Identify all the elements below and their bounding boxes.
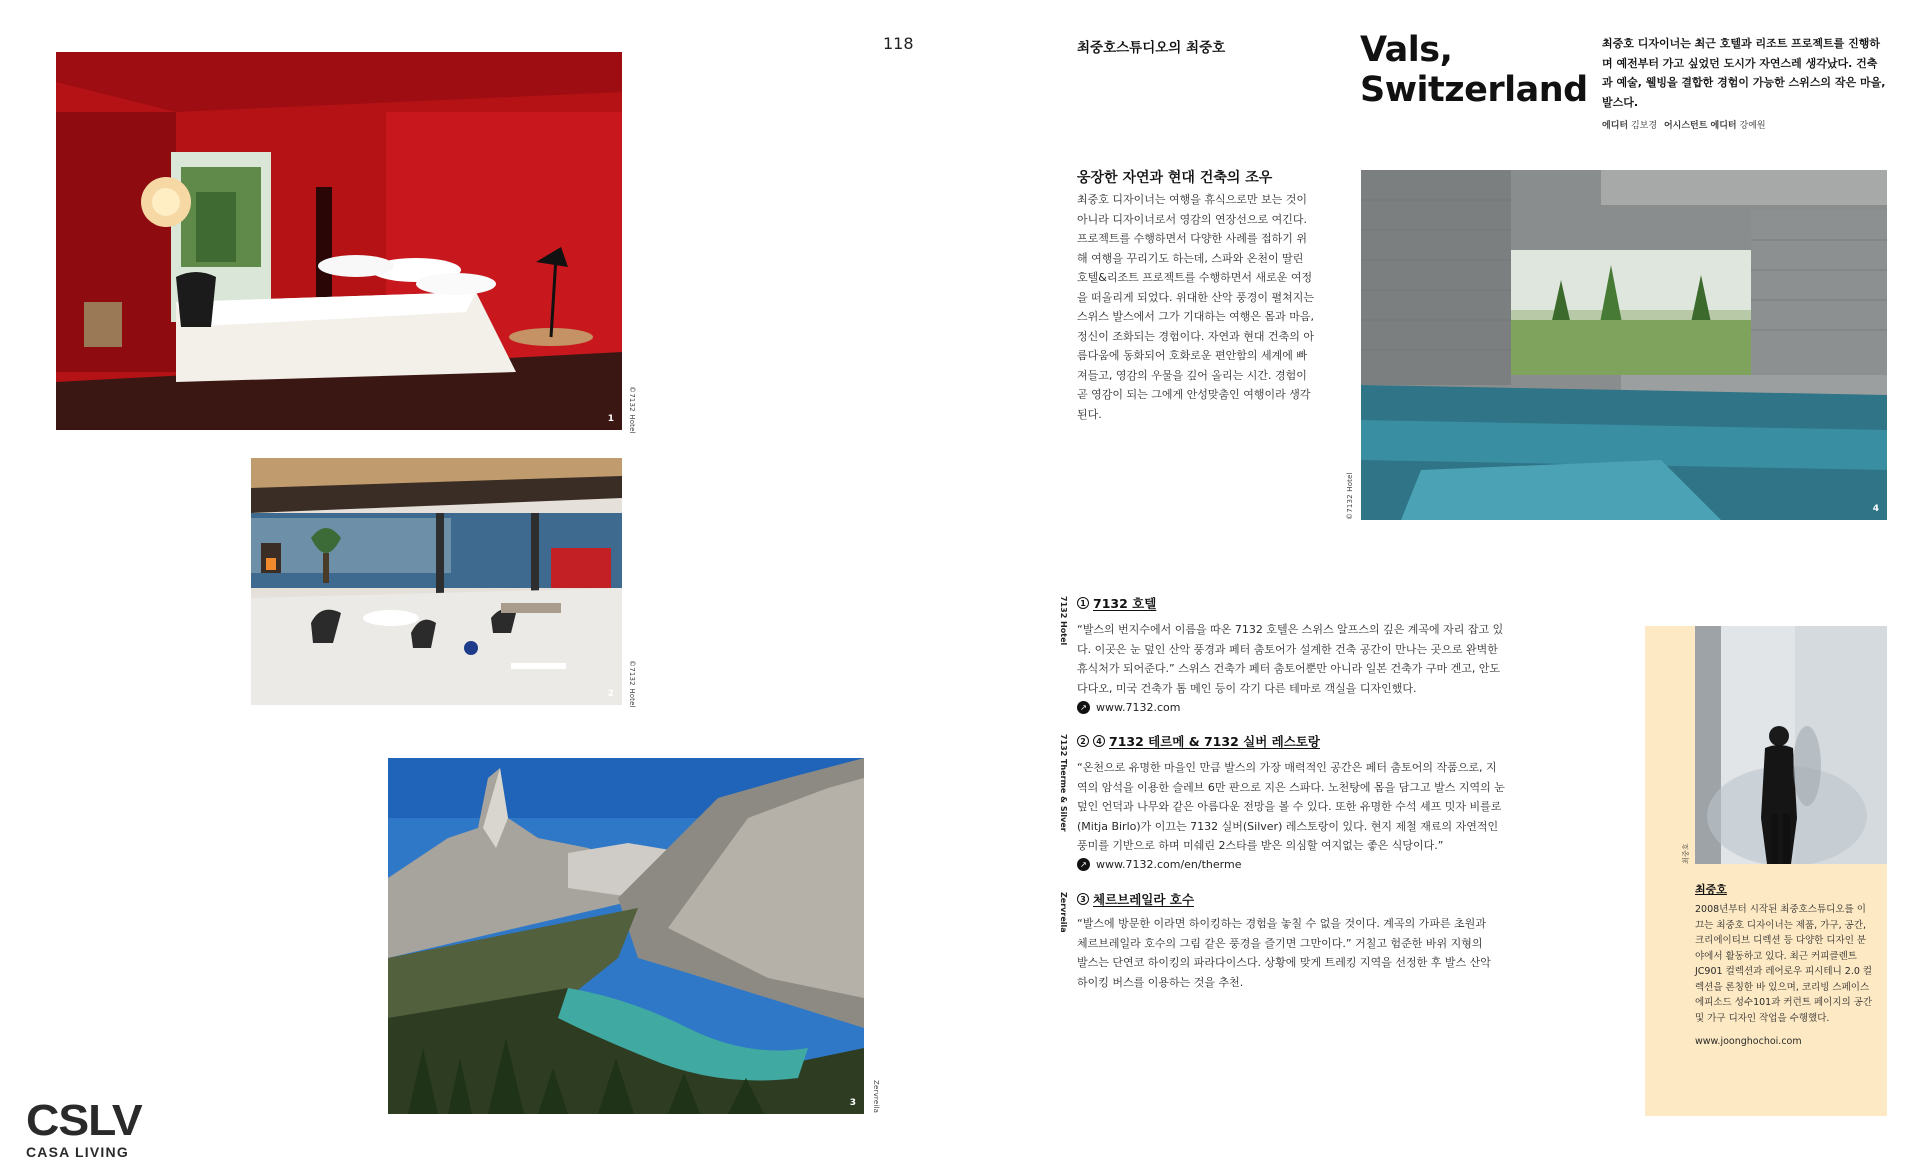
- entry-body: “발스의 번지수에서 이름을 따온 7132 호텔은 스위스 알프스의 깊은 계곡에 자리 잡고 있다. 이곳은 눈 덮인 산악 풍경과 페터 춤토어가 설계한 건축 공간이 만나는 곳으로 완벽한 휴식처가 되어준다.” 스위스 건축가 페터 춤토어뿐만 아니라 일본 건축가 구마 겐고, 안도 다다오, 미국 건축가 톰 메인 등이 각기 다른 테마로 객실을 디자인했다.: [1077, 623, 1504, 695]
- photo-mountain-lake: [388, 758, 864, 1114]
- entry-side-label: 7132 Hotel: [1059, 596, 1068, 646]
- photo-hotel-lounge: [251, 458, 622, 705]
- magazine-logo: [26, 1096, 142, 1160]
- profile-photo-credit: 최중호: [1682, 843, 1690, 864]
- photo-credit: Zervreila: [872, 1080, 880, 1114]
- page-title: [1360, 30, 1588, 110]
- entry-link[interactable]: [1077, 701, 1180, 714]
- profile-url[interactable]: www.joonghochoi.com: [1695, 1036, 1802, 1047]
- entry-body: “발스에 방문한 이라면 하이킹하는 경험을 놓칠 수 없을 것이다. 계곡의 가파른 초원과 체르브레일라 호수의 그림 같은 풍경을 즐기면 그만이다.” 거칠고 험준한 바위 지형의 발스는 단연코 하이킹의 파라다이스다. 상황에 맞게 트레킹 지역을 선정한 후 발스 산악 하이킹 버스를 이용하는 것을 추천.: [1077, 917, 1491, 989]
- entry-title-text: 7132 테르메 & 7132 실버 레스토랑: [1109, 734, 1320, 749]
- entry-link-text[interactable]: www.7132.com/en/therme: [1096, 858, 1242, 871]
- entry-side-label: Zervreila: [1059, 892, 1068, 933]
- entry-title-text: 7132 호텔: [1093, 596, 1157, 611]
- photo-number: 2: [607, 689, 614, 699]
- credit-assistant: 강예원: [1739, 121, 1766, 131]
- entry-title: [1077, 732, 1320, 750]
- page-title-line: Vals,: [1360, 30, 1453, 70]
- photo-thermal-bath: [1361, 170, 1887, 520]
- intro-heading: 웅장한 자연과 현대 건축의 조우: [1077, 170, 1273, 186]
- entry-marker: 3: [1077, 893, 1089, 905]
- photo-number: 4: [1872, 504, 1879, 514]
- entry-marker: 4: [1093, 735, 1105, 747]
- entry-link-text[interactable]: www.7132.com: [1096, 701, 1181, 714]
- profile-name: 최중호: [1695, 883, 1727, 896]
- profile-photo: [1695, 626, 1887, 864]
- page-number: 118: [883, 34, 914, 53]
- photo-red-bedroom: [56, 52, 622, 430]
- page-title-line: Switzerland: [1360, 70, 1588, 110]
- link-icon: ↗: [1077, 858, 1090, 871]
- photo-credit: ©7132 Hotel: [628, 660, 636, 708]
- intro-body: 최중호 디자이너는 여행을 휴식으로만 보는 것이 아니라 디자이너로서 영감의 연장선으로 여긴다. 프로젝트를 수행하면서 다양한 사례를 접하기 위해 여행을 꾸리기도 하는데, 스파와 온천이 딸린 호텔&리조트 프로젝트를 수행하면서 새로운 여정을 떠올리게 되었다. 위대한 산악 풍경이 펼쳐지는 스위스 발스에서 그가 기대하는 여행은 몸과 마음, 정신이 조화되는 경험이다. 자연과 현대 건축의 아름다움에 동화되어 호화로운 편안함의 세계에 빠져들고, 영감의 우물을 깊어 올리는 시간. 경험이 곧 영감이 되는 그에게 안성맞춤인 여행이라 생각된다.: [1077, 193, 1314, 421]
- section-label: 최중호스튜디오의 최중호: [1077, 40, 1226, 56]
- logo-mark: CSLV: [26, 1096, 142, 1145]
- credit-editor-label: 에디터: [1602, 121, 1629, 131]
- photo-number: 3: [849, 1098, 856, 1108]
- entry-title-text: 체르브레일라 호수: [1093, 892, 1194, 907]
- profile-panel: [1645, 626, 1887, 1116]
- entry-marker: 2: [1077, 735, 1089, 747]
- photo-credit: ©7132 Hotel: [628, 386, 636, 434]
- page-credits: [1602, 118, 1766, 131]
- link-icon: ↗: [1077, 701, 1090, 714]
- entry-link[interactable]: [1077, 858, 1241, 871]
- entry-side-label: 7132 Therme & Silver: [1059, 734, 1068, 832]
- credit-editor: 김보경: [1630, 121, 1658, 131]
- entry-marker: 1: [1077, 597, 1089, 609]
- photo-number: 1: [607, 414, 614, 424]
- photo-credit: ©7132 Hotel: [1346, 472, 1354, 520]
- page-deck: 최중호 디자이너는 최근 호텔과 리조트 프로젝트를 진행하며 예전부터 가고 싶었던 도시가 자연스레 생각났다. 건축과 예술, 웰빙을 결합한 경험이 가능한 스위스의 작은 마을, 발스다.: [1602, 37, 1886, 109]
- entry-title: [1077, 594, 1156, 612]
- entry-body: “온천으로 유명한 마을인 만큼 발스의 가장 매력적인 공간은 페터 춤토어의 작품으로, 지역의 암석을 이용한 슬레브 6만 판으로 지은 스파다. 노천탕에 몸을 담그고 발스 지역의 눈 덮인 언덕과 나무와 같은 아름다운 전망을 볼 수 있다. 또한 유명한 수석 셰프 밋자 비를로(Mitja Birlo)가 이끄는 7132 실버(Silver) 레스토랑이 있다. 현지 제철 재료의 자연적인 풍미를 기반으로 하며 미쉐린 2스타를 받은 의심할 여지없는 좋은 식당이다.”: [1077, 761, 1505, 852]
- entry-title: [1077, 890, 1194, 908]
- profile-bio: 2008년부터 시작된 최중호스튜디오를 이끄는 최중호 디자이너는 제품, 가구, 공간, 크리에이티브 디렉션 등 다양한 디자인 분야에서 활동하고 있다. 최근 커피클렌트 JC901 컬렉션과 레어로우 피시테니 2.0 컬렉션을 론칭한 바 있으며, 코리빙 스페이스 에피소드 성수101과 커런트 페이지의 공간 및 가구 디자인 작업을 수행했다.: [1695, 904, 1873, 1024]
- credit-assistant-label: 어시스턴트 에디터: [1663, 121, 1737, 131]
- logo-name: CASA LIVING: [26, 1144, 129, 1160]
